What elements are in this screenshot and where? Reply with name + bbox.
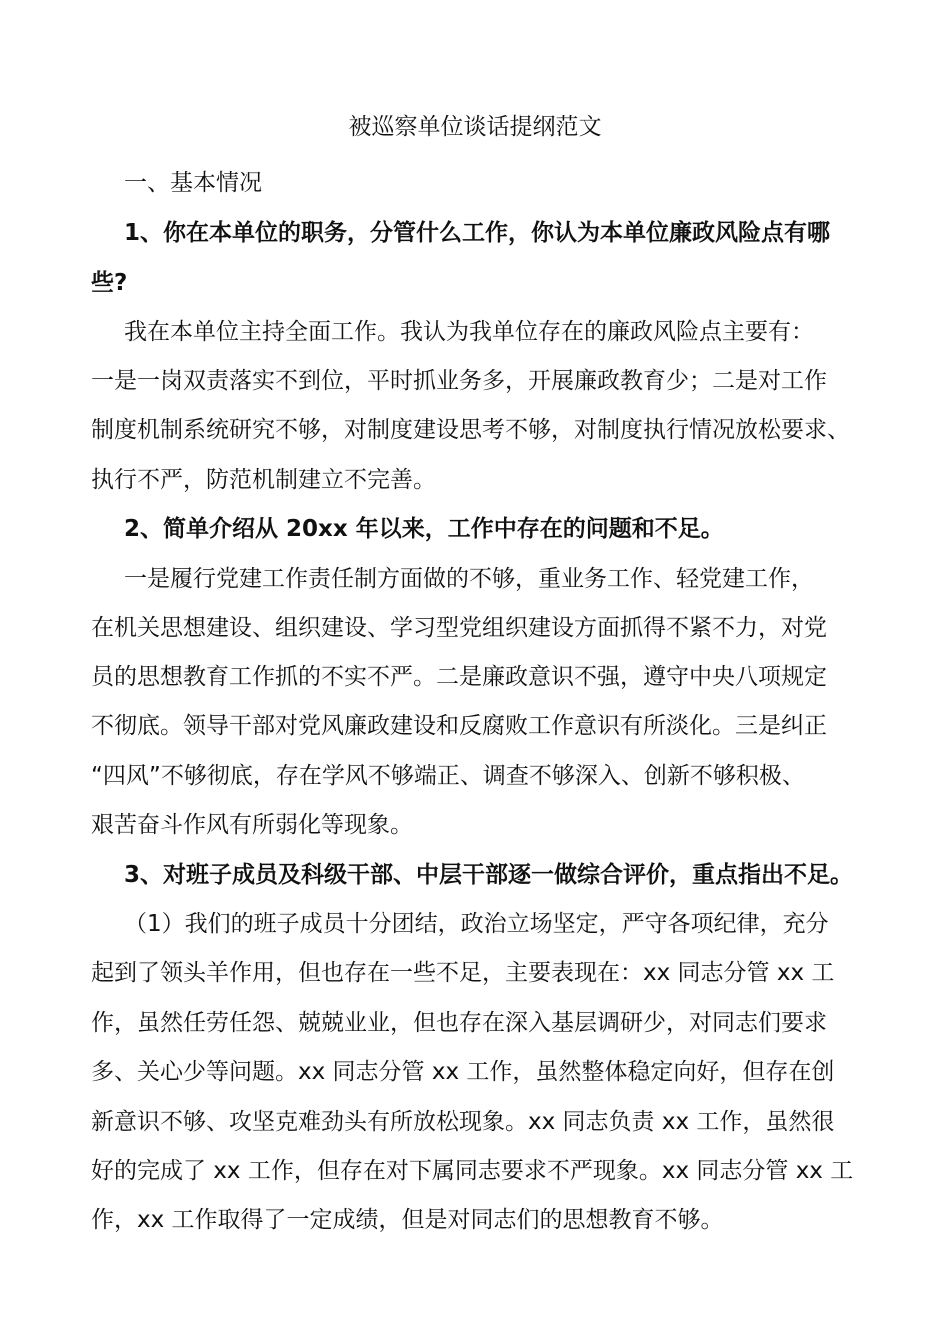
answer-1-line-3: 制度机制系统研究不够，对制度建设思考不够，对制度执行情况放松要求、 <box>91 417 850 443</box>
answer-3-line-1: （1）我们的班子成员十分团结，政治立场坚定，严守各项纪律，充分 <box>124 911 829 937</box>
question-1-line-1: 1、你在本单位的职务，分管什么工作，你认为本单位廉政风险点有哪 <box>124 220 831 246</box>
answer-3-line-7: 作，xx 工作取得了一定成绩，但是对同志们的思想教育不够。 <box>91 1207 724 1233</box>
answer-3-line-5: 新意识不够、攻坚克难劲头有所放松现象。xx 同志负责 xx 工作，虽然很 <box>91 1109 835 1135</box>
section-heading-basic-info: 一、基本情况 <box>124 170 262 196</box>
answer-2-line-3: 员的思想教育工作抓的不实不严。二是廉政意识不强，遵守中央八项规定 <box>91 664 827 690</box>
question-1-line-2: 些? <box>91 270 128 296</box>
answer-2-line-1: 一是履行党建工作责任制方面做的不够，重业务工作、轻党建工作， <box>124 566 814 592</box>
answer-1-line-4: 执行不严，防范机制建立不完善。 <box>91 467 436 493</box>
question-3-line-1: 3、对班子成员及科级干部、中层干部逐一做综合评价，重点指出不足。 <box>124 862 854 888</box>
answer-3-line-6: 好的完成了 xx 工作，但存在对下属同志要求不严现象。xx 同志分管 xx 工 <box>91 1158 854 1184</box>
answer-1-line-2: 一是一岗双责落实不到位，平时抓业务多，开展廉政教育少；二是对工作 <box>91 368 827 394</box>
answer-1-line-1: 我在本单位主持全面工作。我认为我单位存在的廉政风险点主要有： <box>124 319 814 345</box>
answer-3-line-3: 作，虽然任劳任怨、兢兢业业，但也存在深入基层调研少，对同志们要求 <box>91 1010 827 1036</box>
answer-2-line-4: 不彻底。领导干部对党风廉政建设和反腐败工作意识有所淡化。三是纠正 <box>91 713 827 739</box>
answer-3-line-4: 多、关心少等问题。xx 同志分管 xx 工作，虽然整体稳定向好，但存在创 <box>91 1059 835 1085</box>
answer-3-line-2: 起到了领头羊作用，但也存在一些不足，主要表现在：xx 同志分管 xx 工 <box>91 960 835 986</box>
answer-2-line-6: 艰苦奋斗作风有所弱化等现象。 <box>91 812 413 838</box>
answer-2-line-5: “四风”不够彻底，存在学风不够端正、调查不够深入、创新不够积极、 <box>91 763 805 789</box>
answer-2-line-2: 在机关思想建设、组织建设、学习型党组织建设方面抓得不紧不力，对党 <box>91 615 827 641</box>
document-title: 被巡察单位谈话提纲范文 <box>348 114 602 140</box>
question-2-line-1: 2、简单介绍从 20xx 年以来，工作中存在的问题和不足。 <box>124 516 724 542</box>
